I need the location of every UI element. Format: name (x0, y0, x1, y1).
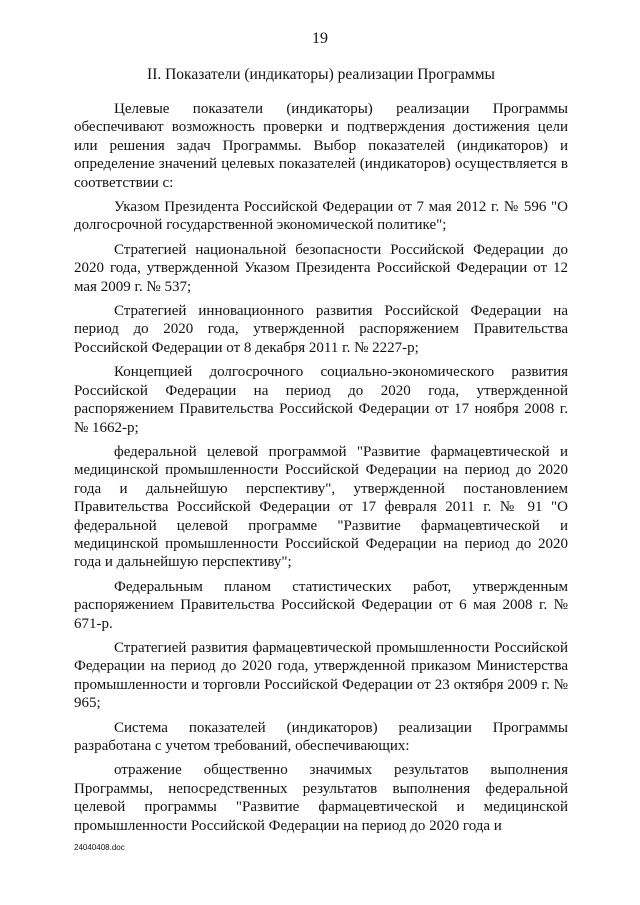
document-body (74, 100, 568, 835)
page-number: 19 (312, 30, 328, 47)
paragraph-pharma-strategy: Стратегией развития фармацевтической промышленности Российской Федерации на период до 2020 года, утвержденной приказом Министерства промышленности и торговли Российской Федерации от 23 октября 2009 г. № 965; (74, 639, 568, 712)
footer-filename: 24040408.doc (74, 843, 125, 852)
paragraph-security-strategy: Стратегией национальной безопасности Российской Федерации до 2020 года, утвержденной Указом Президента Российской Федерации от 12 мая 2009 г. № 537; (74, 241, 568, 295)
paragraph-federal-program: федеральной целевой программой "Развитие фармацевтической и медицинской промышленности Российской Федерации на период до 2020 года и дальнейшую перспективу", утвержденной постановлением Правительства Российской Федерации от 17 февраля 2011 г. № 91 "О федеральной целевой программе "Развитие фармацевтической и медицинской промышленности Российской Федерации на период до 2020 года и дальнейшую перспективу"; (74, 443, 568, 571)
paragraph-results-reflection: отражение общественно значимых результатов выполнения Программы, непосредственных результатов выполнения федеральной целевой программы "Развитие фармацевтической и медицинской промышленности Российской Федерации на период до 2020 года и (74, 762, 568, 834)
paragraph-innovation-strategy: Стратегией инновационного развития Российской Федерации на период до 2020 года, утвержденной распоряжением Правительства Российской Федерации от 8 декабря 2011 г. № 2227-р; (74, 303, 568, 356)
paragraph-indicator-system: Система показателей (индикаторов) реализации Программы разработана с учетом требований, обеспечивающих: (74, 719, 568, 754)
paragraph-intro: Целевые показатели (индикаторы) реализации Программы обеспечивают возможность проверки и подтверждения достижения цели или решения задач Программы. Выбор показателей (индикаторов) и определение значений целевых показателей (индикаторов) осуществляется в соответствии с: (74, 101, 568, 191)
paragraph-decree-596: Указом Президента Российской Федерации от 7 мая 2012 г. № 596 "О долгосрочной государственной экономической политике"; (74, 199, 568, 234)
section-heading: II. Показатели (индикаторы) реализации Программы (147, 66, 495, 83)
paragraph-development-concept: Концепцией долгосрочного социально-экономического развития Российской Федерации на период до 2020 года, утвержденной распоряжением Правительства Российской Федерации от 17 ноября 2008 г. № 1662-р; (74, 364, 568, 436)
paragraph-statistics-plan: Федеральным планом статистических работ, утвержденным распоряжением Правительства Российской Федерации от 6 мая 2008 г. № 671-р. (74, 578, 568, 632)
